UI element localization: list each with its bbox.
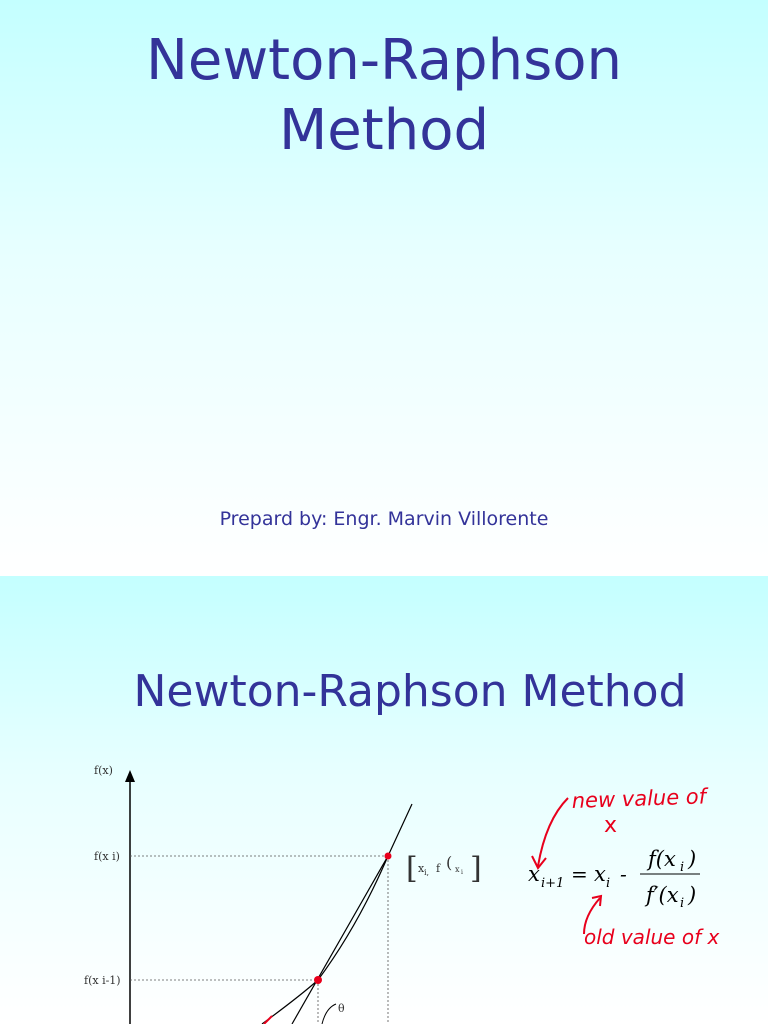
newton-raphson-diagram (0, 576, 768, 1024)
annotation-old-value: old value of x (584, 925, 720, 949)
y-axis-arrow (125, 770, 135, 782)
point-label-sub-x: x (455, 865, 460, 874)
point-label-paren: ( (446, 853, 453, 872)
point-xi (385, 853, 392, 860)
point-label-open-bracket: [ (406, 851, 418, 886)
equation-denominator: f′(x (646, 883, 679, 907)
y-axis-label: f(x) (94, 764, 113, 777)
slide-title (0, 26, 768, 166)
annotation-new-value-arrow (538, 798, 568, 866)
slide-title-line-2: Method (278, 98, 490, 163)
fxi-label: f(x i) (94, 850, 120, 863)
angle-label: θ (338, 1002, 345, 1015)
equation-numerator: f(x (648, 847, 676, 871)
equation-equals: = (571, 862, 588, 886)
equation-numerator-sub: i (680, 860, 685, 875)
point-label-sub-i: i, (424, 868, 430, 877)
equation-lhs-sub: i+1 (541, 876, 565, 891)
tangent-line (292, 856, 388, 1024)
equation-rhs-sub: i (606, 876, 611, 891)
annotation-new-value-line1: new value of (571, 784, 707, 813)
equation-denominator-close: ) (688, 883, 697, 907)
point-xi1 (314, 976, 322, 984)
point-label-sub-i2: i (461, 869, 463, 876)
angle-arc (322, 1004, 336, 1024)
equation-rhs-var: x (594, 862, 606, 886)
slide-heading: Newton-Raphson Method (133, 666, 687, 717)
equation-denominator-sub: i (680, 896, 685, 911)
equation-minus: - (620, 862, 627, 886)
point-label-x: x (418, 862, 425, 875)
point-label-f: f (436, 862, 441, 875)
point-label-close-bracket: ] (470, 851, 482, 886)
red-arrow-mark (264, 1016, 272, 1024)
author-byline: Prepard by: Engr. Marvin Villorente (219, 508, 549, 530)
equation-lhs-var: x (528, 862, 540, 886)
function-curve (262, 804, 412, 1024)
method-slide (0, 576, 768, 1024)
slide-title-line-1: Newton-Raphson (145, 28, 623, 93)
fxi1-label: f(x i-1) (84, 974, 121, 987)
annotation-new-value-line2: x (604, 813, 618, 838)
equation-numerator-close: ) (688, 847, 697, 871)
